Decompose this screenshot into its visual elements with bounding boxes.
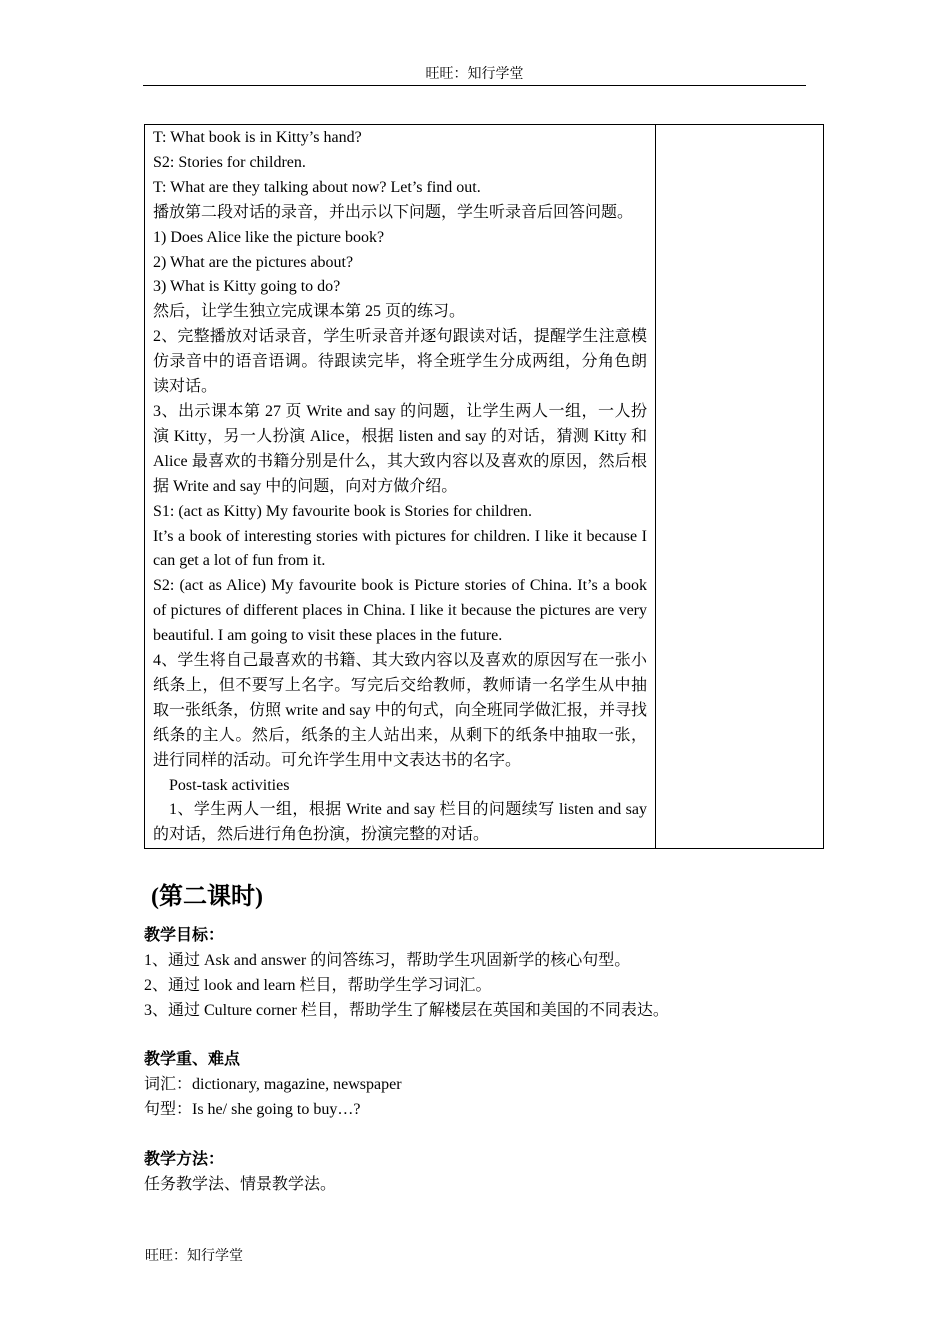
method-heading: 教学方法： bbox=[144, 1151, 225, 1168]
dialog-line: T: What are they talking about now? Let’s find out. bbox=[153, 178, 481, 196]
lesson-content-cell bbox=[145, 125, 656, 849]
lesson2-title: (第二课时) bbox=[151, 884, 263, 910]
notes-cell bbox=[656, 125, 824, 849]
page-footer: 旺旺：知行学堂 bbox=[145, 1249, 243, 1264]
step-4-paragraph: 4、学生将自己最喜欢的书籍、其大致内容以及喜欢的原因写在一张小纸条上，但不要写上名字。写完后交给教师，教师请一名学生从中抽取一张纸条，仿照 write and say 中的句式，向全班同学做汇报，并寻找纸条的主人。然后，纸条的主人站出来，从剩下的纸条中抽取一张，进行同样的活动。可允许学生用中文表达书的名字。 bbox=[153, 652, 647, 769]
dialog-line: S2: (act as Alice) My favourite book is Picture stories of China. It’s a book of pictures of different places in China. I like it because the pictures are very beautiful. I am going to visit these places in the future. bbox=[153, 577, 647, 645]
goal-item: 1、通过 Ask and answer 的问答练习，帮助学生巩固新学的核心句型。 bbox=[144, 952, 631, 969]
key-point-item: 词汇：dictionary, magazine, newspaper bbox=[144, 1076, 402, 1093]
dialog-line: It’s a book of interesting stories with pictures for children. I like it because I can get a lot of fun from it. bbox=[153, 527, 647, 570]
dialog-line: S2: Stories for children. bbox=[153, 153, 306, 171]
post-task-heading: Post-task activities bbox=[169, 776, 290, 794]
post-task-paragraph: 1、学生两人一组，根据 Write and say 栏目的问题续写 listen and say 的对话，然后进行角色扮演，扮演完整的对话。 bbox=[153, 801, 647, 844]
method-section bbox=[144, 1147, 824, 1197]
goals-heading: 教学目标： bbox=[144, 927, 225, 944]
lesson-table bbox=[144, 124, 824, 849]
step-3-paragraph: 3、出示课本第 27 页 Write and say 的问题，让学生两人一组，一人扮演 Kitty，另一人扮演 Alice，根据 listen and say 的对话，猜测 Kitty 和 Alice 最喜欢的书籍分别是什么，其大致内容以及喜欢的原因，然后根据 Write and say 中的问题，向对方做介绍。 bbox=[153, 402, 647, 495]
goal-item: 3、通过 Culture corner 栏目，帮助学生了解楼层在英国和美国的不同表达。 bbox=[144, 1002, 669, 1019]
method-text: 任务教学法、情景教学法。 bbox=[144, 1176, 337, 1193]
question-item: 2) What are the pictures about? bbox=[153, 253, 354, 271]
key-points-heading: 教学重、难点 bbox=[144, 1051, 241, 1068]
page-header: 旺旺：知行学堂 bbox=[143, 66, 806, 86]
key-points-section bbox=[144, 1047, 824, 1122]
dialog-line: T: What book is in Kitty’s hand? bbox=[153, 129, 362, 146]
instruction-text: 然后，让学生独立完成课本第 25 页的练习。 bbox=[153, 303, 466, 321]
goal-item: 2、通过 look and learn 栏目，帮助学生学习词汇。 bbox=[144, 977, 492, 994]
instruction-text: 播放第二段对话的录音，并出示以下问题，学生听录音后回答问题。 bbox=[153, 203, 634, 221]
goals-section bbox=[144, 923, 824, 1023]
key-point-item: 句型：Is he/ she going to buy…? bbox=[144, 1101, 361, 1118]
question-item: 1) Does Alice like the picture book? bbox=[153, 228, 385, 246]
step-2-paragraph: 2、完整播放对话录音，学生听录音并逐句跟读对话，提醒学生注意模仿录音中的语音语调。待跟读完毕，将全班学生分成两组，分角色朗读对话。 bbox=[153, 328, 647, 396]
question-item: 3) What is Kitty going to do? bbox=[153, 278, 341, 296]
dialog-line: S1: (act as Kitty) My favourite book is Stories for children. bbox=[153, 502, 533, 520]
